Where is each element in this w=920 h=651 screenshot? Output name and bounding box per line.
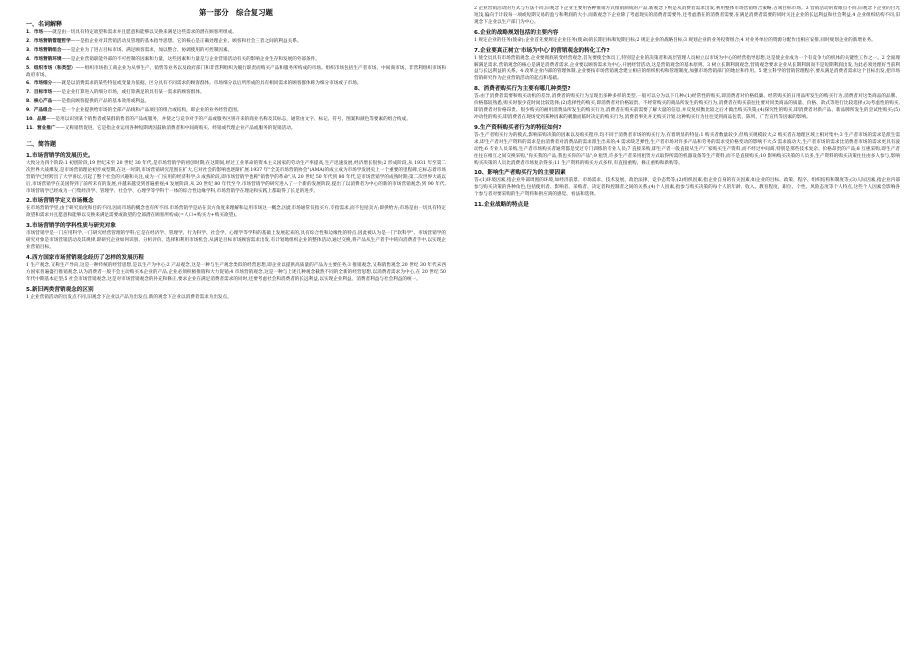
- answer-paragraph: 1 规定企业的任务(使命);企业首先要规定企业任务(使命)的长期目标和短期目标;2 规定企业的战略目标;3 规划企业的业务投资组合;4 对业务单位的资源分配作出相应安排,同时规划企业的新增业务。: [474, 37, 876, 43]
- definition-text: ——是一个企业提供给市场的全部产品线和产品项目的组合或结构，即企业的业务经营范围。: [52, 108, 242, 114]
- answer-paragraph: 答:(1)环境因素,指企业外部周围的环境,如经济前景、市场需求、技术发展、政治法律、竞争态势等;(2)组织因素,指企业自身的有关因素,如企业的目标、政策、程序、组织结构和制度等;(3)人际因素,指企业内部参与购买决策的各种角色,包括使用者、影响者、采购者、决定者和控制者之间的关系;(4)个人因素,指参与购买决策的每个人的年龄、收入、教育程度、职位、个性、风险态度等个人特点,这些个人因素会影响各个参与者对要采购的生产资料和供应商的感觉、看法和选择。: [474, 178, 900, 198]
- section-heading-definitions: 一、名词解释: [26, 21, 63, 28]
- answer-paragraph: 在市场营销学里,由于研究角度和目的不同,因而市场的概念也有所不同.市场营销学是站在卖方角度来理解和运用市场这一概念,因此市场通常仅指买方,专指需求,而不包括卖方;即供给方;市场是由一切具有特定欲望和需求并且愿意和能够以交换来满足需要或欲望的全部潜在顾客所构成(=人口+购买力+购买欲望)。: [26, 206, 446, 219]
- term: 2．市场营销管理哲学: [26, 38, 71, 44]
- term: 8．核心产品: [26, 99, 53, 105]
- definition-item: [26, 66, 446, 80]
- definition-text: ——是企业营销职能外部的不可控制的因素和力量，这些因素和力量是与企业营销活动有关的影响企业生存和发展的外部条件。: [61, 56, 320, 62]
- page-title: 第一部分 综合复习题: [199, 8, 273, 17]
- answer-paragraph: 1 使全员具有市场营销观念,企业要彻底转变经营观念,首先要使全体员工,特别是企业的决策者和高层管理人员树立以市场为中心的经营指导思想,这是使企业成为一个有竞争力的机体的关键性工作之一。2 全面理解满足需求,营销观念的核心是满足消费者需求,企业要以顾客需求为中心,开展经营活动,这是营销观念的基本原则。3 树立长期利润观念,营销观念要求企业从长期利润而不是短期利润出发,为此必须处理好当前利益与长远利益的关系。4 改革企业内部的管理体制,企业要按市场营销观念建立相应的组织机构和管理制度,加强市场营销部门的地位和作用。5 建立科学的营销管理程序,要从满足消费者需求这个目标出发,把市场营销研究作为企业营销活动的起点和基础。: [474, 55, 900, 82]
- answer-paragraph: 2 企业营销活动的方式与方法不同,旧观念下企业主要用各种推销方式推销制成的产品,新观念下则是从消费者需求出发,利用整体市场营销组合策略,占领目标市场。3 营销活动的着眼点不同,旧观念下企业的目光短浅,偏向于计较每一项或短期交易的盈亏和利润的大小,而新观念下企业除了考虑现实的消费者需要外,还考虑潜在的消费者需要,在满足消费者需要的同时关注企业的长远利益和社会利益,4 企业组织结构不同,旧观念下企业以生产部门为中心。: [474, 6, 900, 25]
- left-column: [26, 6, 446, 646]
- term: 3．市场营销组合: [26, 47, 62, 53]
- term: 11．营业推广: [26, 125, 56, 131]
- definition-text: ——又称销售促进，它是指企业运用各种短期诱因鼓励消费者和中间商购买、经销或代理企业产品或服务的促销活动。: [55, 125, 296, 131]
- answer-paragraph: 1 企业营销活动的出发点不同,旧观念下企业以产品为出发点,新的观念下企业以消费者需求为出发点。: [26, 294, 232, 300]
- definition-item: [26, 81, 446, 88]
- question-heading: 2.市场营销学定义市场概念: [26, 198, 94, 205]
- answer-paragraph: 市场营销学是一门应用科学,一门研究经营管理的学科;它是在经济学、管理学、行为科学、社会学、心理学等学科的基础上发展起来的,具有综合性和边缘性的特点,因此被认为是一门"软科学"。市场营销学的研究对象是市场营销活动及其规律,即研究企业如何识别、分析评价、选择和利用市场机会,从满足目标市场顾客需求出发,有计划地组织企业的整体活动,通过交换,将产品从生产者手中转向消费者手中,以实现企业营销目标。: [26, 231, 446, 251]
- term: 4．市场营销环境: [26, 56, 62, 62]
- definition-item: [26, 90, 446, 97]
- definition-text: ——就是由一切具有特定欲望和需求并且愿意和能够以交换来满足这些需求的潜在顾客所组成。: [43, 30, 237, 35]
- definition-text: ——是企业打算进入的细分市场，或打算满足的具有某一需求的顾客群体。: [52, 90, 205, 96]
- question-heading: 3.市场营销学的学科性质与研究对象: [26, 223, 116, 230]
- term: 7．目标市场: [26, 90, 53, 96]
- term: 9．产品组合: [26, 108, 53, 114]
- term: 10．品牌: [26, 117, 47, 123]
- definition-item: [26, 117, 446, 124]
- definition-text: ——组织市场指工商企业为从事生产、销售等业务以及政府部门和非营利组织为履行职责而购买产品和服务所构成的市场。组织市场包括生产者市场、中间商市场、非营利组织市场和政府市场。: [26, 65, 446, 78]
- definition-text: ——是企业为了进占目标市场、满足顾客需求，加以整合、协调使用的可控制因素。: [61, 47, 233, 53]
- question-heading: 4.西方国家市场营销观念经历了怎样的发展历程: [26, 254, 144, 261]
- question-heading: 6.企业的战略规划包括的主要内容: [474, 29, 559, 36]
- question-heading: 10、影响生产者购买行为的主要因素: [474, 170, 566, 177]
- definition-item: [26, 39, 446, 46]
- answer-paragraph: 答:由于消费者需要和购买动机的差异,消费者的购买行为呈现出多种多样的类型,一般可以分为以下几种:(1)经常性的购买,即消费者对价格低廉、经常购买的日用品所发生的购买行为,消费者对这类商品的品牌、价格都较熟悉,购买时很少花时间比较选择;(2)选择性的购买,即消费者对价格较贵、不经常购买的商品所发生的购买行为,消费者在购买前往往要对同类商品的质量、价格、款式等进行比较选择;(3)考虑性的购买,即消费者对价格昂贵、很少购买的耐用消费品所发生的购买行为,消费者在购买前需要了解大量的信息,并反复权衡比较之后才做出购买决策;(4)探究性的购买,即消费者对新产品、新品牌所发生的尝试性购买;(5)冲动性的购买,即消费者在现场受到某种因素的刺激而临时决定的购买行为,消费者事先并无购买计划,这种购买行为往往受到商品包装、陈列、广告宣传等因素的影响。: [474, 94, 900, 120]
- definition-text: ——是指向顾客提供的产品的基本效用或利益。: [52, 99, 150, 105]
- definition-item: [26, 126, 446, 133]
- answer-paragraph: 答:生产者购买行为的模式,影响采购决策的因素以及购买程序,均不同于消费者市场的购买行为,有着明显的特征:1 购买者数量较少,但购买规模较大;2 购买者在地理区域上相对集中;3 生产者市场的需求是派生需求,即生产者对生产资料的需求是由消费者对消费品的需求派生出来的;4 需求缺乏弹性,生产者市场对许多产品和劳务的需求受价格变动的影响不大;5 需求波动大,生产者市场的需求比消费者市场的需求更具有波动性;6 专业人员采购,生产者市场购买者通常都是受过专门训练的专业人员;7 直接采购,即生产者一般直接从生产厂家购买生产资料,而不经过中间商,特别是那些技术复杂、价格昂贵的产品;8 互惠采购,即生产者往往在相互之间交换采购,"你买我的产品,我也买你的产品";9 租赁,许多生产者采用租赁方式取得所需的机器设备等生产资料,而不是直接购买;10 影响购买决策的人员多,生产资料的购买决策往往由多人参与,影响购买决策的人员比消费者市场复杂得多;11 生产资料的购买方式多样,有直接重购、修正重购和新购等。: [474, 132, 900, 166]
- question-heading: 5.新旧两类营销观念的区别: [26, 286, 94, 293]
- question-heading: 11.企业战略的特点是: [474, 202, 529, 209]
- term: 1．市场: [26, 30, 44, 35]
- question-heading: 1.市场营销学的发展历史。: [26, 152, 94, 159]
- answer-paragraph: 大致分为四个阶段:1 初创阶段,19 世纪末至 20 世纪 30 年代,是市场营销学的初创时期;在这期间,经过工业革命的资本主义国家的劳动生产率提高,生产迅速发展,经济增长很快;2 形成阶段,从 1931 年至第二次世界大战爆发,是市场营销理论初步成型期,在这一时期,市场营销研究范围在扩大,它对社会的影响也逐渐扩展.1937 年"全美市场营销协会"(AMA)的成立成为市场学发展史上一个重要的里程碑,它标志着市场营销学已经跨出了大学讲坛,引起了整个社会的兴趣和关注,成为一门实用的经济科学;3 成熟阶段,即市场营销学也称"销售学的革命",从 20 世纪 50 年代到 80 年代,是市场营销学的成熟时期;第二次世界大战以后,市场营销学在美国得到了前所未有的发展,并越来越受到普遍重视;4 发展阶段,从 20 世纪 80 年代至今,市场营销学的研究进入了一个新的发展阶段,提出了以消费者为中心的新的市场营销观念;到 90 年代,市场营销学已经成为一门集经济学、管理学、社会学、心理学等学科于一体的综合性边缘学科,市场营销学在理论和实践上都取得了长足的进步。: [26, 160, 446, 194]
- definition-text: ——是用以识别某个销售者或某群销售者的产品或服务，并使之与竞争对手的产品或服务区别开来的商业名称及其标志，通常由文字、标记、符号、图案和颜色等要素的组合构成。: [46, 117, 411, 123]
- question-heading: 7.企业要真正树立'市场为中心'的营销观念的转化工作?: [474, 47, 610, 54]
- term: 5．组织市场（和类型）: [26, 65, 76, 71]
- term: 6．市场细分: [26, 81, 53, 87]
- definition-item: [26, 30, 446, 37]
- definition-item: [26, 99, 446, 106]
- question-heading: 8、消费者购买行为主要有哪几种类型?: [474, 86, 571, 93]
- answer-paragraph: 1 生产观念,又称生产导向,这是一种传统的经营思想,是以生产为中心;2 产品观念,这是一种与生产观念类似的经营思想,即企业以提供高质量的产品为主要任务;3 推销观念,又称销售观念,20 世纪 30 年代末西方国家普遍盛行推销观念,认为消费者一般不会主动购买本企业的产品,企业必须积极推销和大力促销;4 市场营销观念,这是一种与上述几种观念截然不同的全新的经营思想,以消费者需求为中心,在 20 世纪 50 年代中期基本定型;5 社会市场营销观念,这是对市场营销观念的补充和修正,要求企业在满足消费者需求的同时,还要考虑社会和消费者的长远利益,以实现企业利益、消费者利益与社会利益的统一。: [26, 262, 446, 282]
- section-heading-short-answer: 二、简答题: [26, 140, 57, 148]
- right-column: [474, 6, 900, 646]
- definition-item: [26, 48, 446, 55]
- definition-text: ——就是以消费需求的某些特征或变量为依据，区分具有不同需求的顾客群体。市场细分以后所形成的具有相同需求的顾客群体称为细分市场或子市场。: [52, 81, 362, 87]
- question-heading: 9.生产资料购买者行为的特征如何?: [474, 124, 562, 131]
- definition-item: [26, 108, 446, 115]
- definition-text: ——是指企业对其营销活动及管理的基本指导思想。它的核心是正确处理企业、顾客和社会三者之间的利益关系。: [70, 38, 302, 44]
- definition-item: [26, 57, 446, 64]
